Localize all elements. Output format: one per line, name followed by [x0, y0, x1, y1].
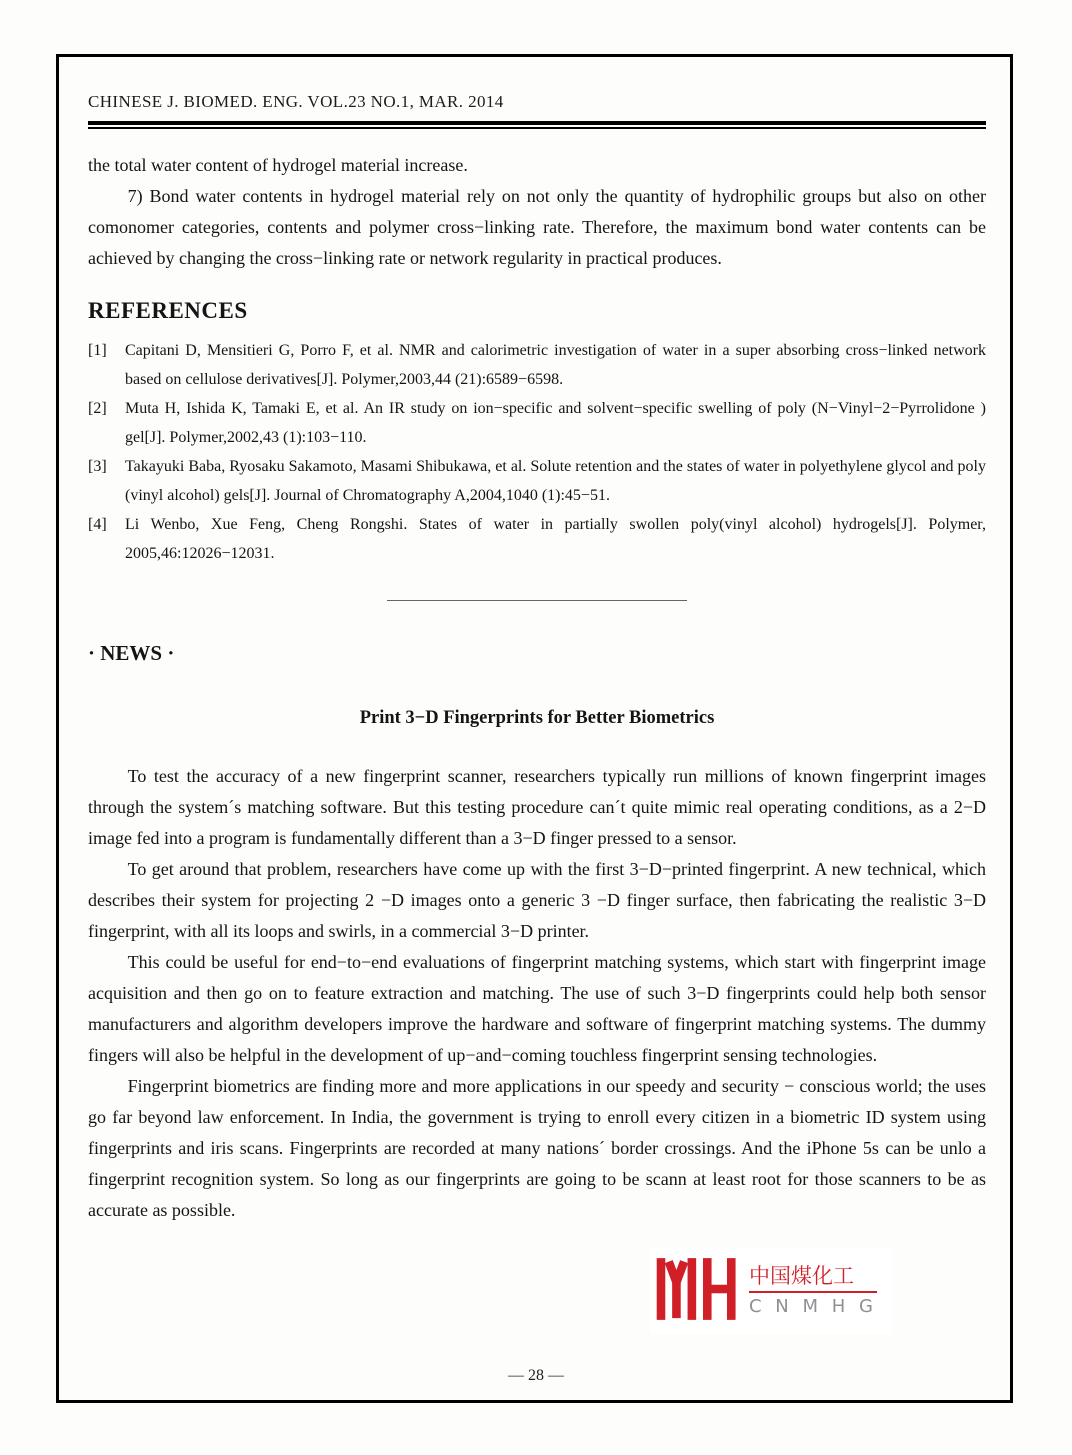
reference-number: [1] [88, 342, 107, 359]
reference-text: Li Wenbo, Xue Feng, Cheng Rongshi. States of water in partially swollen poly(vinyl alcohol) hydrogels[J]. Polymer, 2005,46:12026−12031. [125, 516, 986, 562]
reference-item [88, 394, 986, 452]
reference-text: Takayuki Baba, Ryosaku Sakamoto, Masami Shibukawa, et al. Solute retention and the states of water in polyethylene glycol and poly (vinyl alcohol) gels[J]. Journal of Chromatography A,2004,1040 (1):45−51. [125, 458, 986, 504]
cnmhg-logo-icon [654, 1253, 740, 1330]
journal-header: CHINESE J. BIOMED. ENG. VOL.23 NO.1, MAR. 2014 [88, 92, 504, 111]
section-divider [387, 600, 687, 601]
watermark-chinese-text: 中国煤化工 [749, 1263, 877, 1293]
references-heading: REFERENCES [88, 298, 248, 323]
reference-number: [3] [88, 458, 107, 475]
header-rule [88, 121, 986, 129]
news-section-marker: · NEWS · [88, 641, 175, 665]
page-content [88, 92, 986, 1226]
watermark [650, 1248, 892, 1334]
news-paragraph: To test the accuracy of a new fingerprint scanner, researchers typically run millions of known fingerprint images through the system´s matching software. But this testing procedure can´t quite mimic real operating conditions, as a 2−D image fed into a program is fundamentally different than a 3−D finger pressed to a sensor. [88, 766, 986, 848]
news-paragraph: This could be useful for end−to−end evaluations of fingerprint matching systems, which start with fingerprint image acquisition and then go on to feature extraction and matching. The use of such 3−D fingerprints could help both sensor manufacturers and algorithm developers improve the hardware and software of fingerprint matching systems. The dummy fingers will also be helpful in the development of up−and−coming touchless fingerprint sensing technologies. [88, 952, 986, 1065]
reference-item [88, 510, 986, 568]
news-paragraph: Fingerprint biometrics are finding more and more applications in our speedy and security − conscious world; the uses go far beyond law enforcement. In India, the government is trying to enroll every citizen in a biometric ID system using fingerprints and iris scans. Fingerprints are recorded at many nations´ border crossings. And the iPhone 5s can be unlo a fingerprint recognition system. So long as our fingerprints are going to be scann at least root for those scanners to be as accurate as possible. [88, 1076, 986, 1220]
body-paragraph: the total water content of hydrogel material increase. [88, 155, 468, 175]
body-paragraph: 7) Bond water contents in hydrogel material rely on not only the quantity of hydrophilic groups but also on other comonomer categories, contents and polymer cross−linking rate. Therefore, the maximum bond water contents can be achieved by changing the cross−linking rate or network regularity in practical produces. [88, 186, 986, 268]
reference-text: Muta H, Ishida K, Tamaki E, et al. An IR study on ion−specific and solvent−specific swelling of poly (N−Vinyl−2−Pyrrolidone ) gel[J]. Polymer,2002,43 (1):103−110. [125, 400, 986, 446]
watermark-text [749, 1263, 877, 1319]
reference-text: Capitani D, Mensitieri G, Porro F, et al. NMR and calorimetric investigation of water in a super absorbing cross−linked network based on cellulose derivatives[J]. Polymer,2003,44 (21):6589−6598. [125, 342, 986, 388]
watermark-latin-text: C N M H G [749, 1296, 877, 1318]
reference-item [88, 336, 986, 394]
reference-item [88, 452, 986, 510]
reference-number: [4] [88, 516, 107, 533]
reference-number: [2] [88, 400, 107, 417]
news-paragraph: To get around that problem, researchers have come up with the first 3−D−printed fingerprint. A new technical, which describes their system for projecting 2 −D images onto a generic 3 −D finger surface, then fabricating the realistic 3−D fingerprint, with all its loops and swirls, in a commercial 3−D printer. [88, 859, 986, 941]
page-number: — 28 — [508, 1367, 564, 1384]
news-article-title: Print 3−D Fingerprints for Better Biometrics [359, 708, 715, 728]
